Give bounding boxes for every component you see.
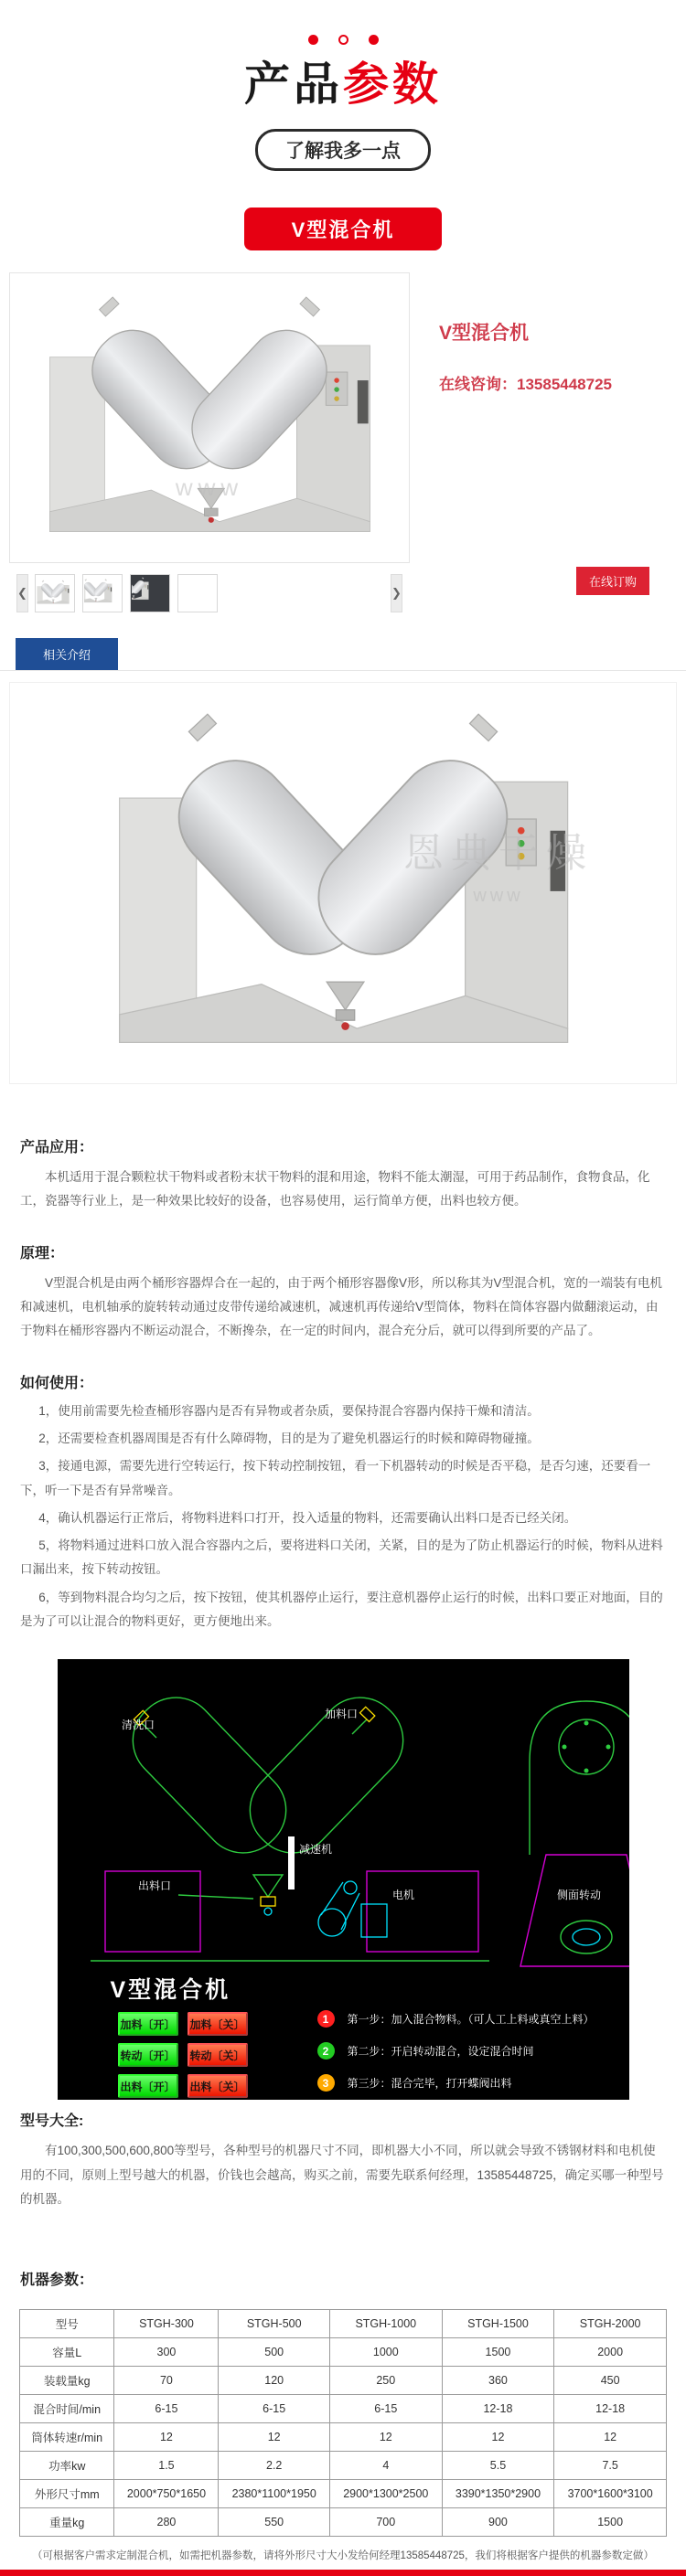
bottom-red-bar [0,2570,686,2576]
label-motor: 电机 [391,1889,414,1902]
watermark-line2: www [473,886,524,906]
usage-step: 3，接通电源，需要先进行空转运行，按下转动控制按钮，看一下机器转动的时候是否平稳，是否匀速，还要看一下，听一下是否有异常噪音。 [20,1459,651,1497]
page-title [0,58,686,111]
product-section [9,272,677,620]
label-feed-port: 加料口 [324,1708,358,1721]
table-header-cell: 型号 [20,2310,114,2338]
table-row [20,2423,667,2452]
table-header-row [20,2310,667,2338]
dot-filled-icon [369,35,379,45]
dot-filled-icon [308,35,318,45]
thumbnail[interactable] [130,574,170,612]
table-cell: 500 [219,2338,330,2367]
table-header-cell: STGH-2000 [554,2310,667,2338]
table-header-cell: STGH-1500 [442,2310,554,2338]
table-cell: 12 [114,2423,219,2452]
diagram-step [317,2042,595,2060]
diagram-button[interactable]: 出料〔关〕 [188,2074,248,2098]
table-cell: 7.5 [554,2452,667,2480]
step-text: 第三步：混合完毕，打开蝶阀出料 [347,2077,512,2091]
dot-hollow-icon [338,35,348,45]
table-cell: 70 [114,2367,219,2395]
table-header-cell: STGH-300 [114,2310,219,2338]
table-cell: 550 [219,2508,330,2537]
diagram-control-buttons [118,2012,248,2098]
tab-bar [0,638,686,671]
product-name: V型混合机 [439,323,530,344]
table-cell: 外形尺寸mm [20,2480,114,2508]
table-cell: 3390*1350*2900 [442,2480,554,2508]
table-cell: 1.5 [114,2452,219,2480]
usage-step: 2，还需要检查机器周围是否有什么障碍物，目的是为了避免机器运行的时候和障碍物碰撞。 [38,1431,540,1445]
order-online-button[interactable]: 在线订购 [576,567,649,595]
diagram-button[interactable]: 转动〔关〕 [188,2043,248,2067]
table-cell: 功率kw [20,2452,114,2480]
product-main-photo[interactable] [9,272,410,563]
table-cell: 450 [554,2367,667,2395]
table-row [20,2395,667,2423]
watermark-line1: 恩典干燥 [403,831,594,876]
section-title-usage: 如何使用： [20,1375,94,1391]
table-cell: 12-18 [554,2395,667,2423]
category-button[interactable]: V型混合机 [244,208,443,250]
table-cell: 12 [329,2423,442,2452]
step-number-badge: 3 [317,2074,335,2092]
cad-diagram [58,1659,629,2100]
table-cell: 2000 [554,2338,667,2367]
table-cell: 120 [219,2367,330,2395]
usage-steps-list [20,1400,666,1634]
table-cell: 2380*1100*1950 [219,2480,330,2508]
table-cell: 3700*1600*3100 [554,2480,667,2508]
table-header-cell: STGH-500 [219,2310,330,2338]
page-title-black: 产品 [244,59,343,110]
thumbnail[interactable] [82,574,123,612]
table-cell: 360 [442,2367,554,2395]
diagram-title: V型混合机 [110,1977,231,2004]
table-cell: 2000*750*1650 [114,2480,219,2508]
consult-phone: 在线咨询：13585448725 [439,376,613,393]
step-text: 第二步：开启转动混合，设定混合时间 [347,2045,534,2059]
usage-step: 4，确认机器运行正常后，将物料进料口打开，投入适量的物料，还需要确认出料口是否已经关闭。 [38,1510,577,1525]
label-reducer: 减速机 [298,1843,332,1857]
table-cell: 280 [114,2508,219,2537]
diagram-step [317,2074,595,2092]
section-body-principle: V型混合机是由两个桶形容器焊合在一起的，由于两个桶形容器像V形，所以称其为V型混合机，宽的一端装有电机和减速机，电机轴承的旋转转动通过皮带传递给减速机，减速机再传递给V型筒体，物料在筒体容器内做翻滚运动，由于物料在桶形容器内不断运动混合，不断搀杂，在一定的时间内，混合充分后，就可以得到所要的产品了。 [20,1275,663,1338]
table-cell: 2.2 [219,2452,330,2480]
table-cell: 筒体转速r/min [20,2423,114,2452]
table-cell: 混合时间/min [20,2395,114,2423]
table-cell: 5.5 [442,2452,554,2480]
usage-step: 1，使用前需要先检查桶形容器内是否有异物或者杂质，要保持混合容器内保持干燥和清洁。 [38,1403,540,1418]
table-row [20,2452,667,2480]
section-title-application: 产品应用： [20,1140,94,1155]
page-title-red: 参数 [343,59,442,110]
machine-photo-illustration [27,281,392,555]
step-text: 第一步：加入混合物料。（可人工上料或真空上料） [347,2013,595,2027]
usage-step: 6，等到物料混合均匀之后，按下按钮，使其机器停止运行，要注意机器停止运行的时候，出料口要正对地面，目的是为了可以让混合的物料更好，更方便地出来。 [20,1590,663,1629]
table-cell: 12 [554,2423,667,2452]
table-row [20,2508,667,2537]
label-side-rotation: 侧面转动 [556,1889,601,1902]
step-number-badge: 1 [317,2010,335,2028]
table-cell: 12 [442,2423,554,2452]
section-title-models: 型号大全: [20,2113,84,2130]
table-cell: 6-15 [329,2395,442,2423]
diagram-step [317,2010,595,2028]
carousel-prev-icon[interactable]: ❮ [16,574,28,612]
table-row [20,2367,667,2395]
label-outlet-port: 出料口 [137,1879,171,1893]
table-header-cell: STGH-1000 [329,2310,442,2338]
carousel-next-icon[interactable]: ❯ [391,574,402,612]
table-cell: 900 [442,2508,554,2537]
product-large-photo [9,682,677,1084]
usage-step: 5，将物料通过进料口放入混合容器内之后，要将进料口关闭，关紧，目的是为了防止机器运行的时候，物料从进料口漏出来，按下转动按钮。 [20,1538,663,1577]
table-cell: 1500 [554,2508,667,2537]
tab-related-intro[interactable]: 相关介绍 [16,638,118,670]
table-cell: 1500 [442,2338,554,2367]
table-cell: 装载量kg [20,2367,114,2395]
diagram-button[interactable]: 出料〔开〕 [118,2074,178,2098]
diagram-steps [317,2010,595,2092]
diagram-button[interactable]: 加料〔关〕 [188,2012,248,2036]
learn-more-pill: 了解我多一点 [255,129,431,171]
step-number-badge: 2 [317,2042,335,2060]
table-cell: 250 [329,2367,442,2395]
machine-photo-illustration [87,691,599,1075]
footer-note: （可根据客户需求定制混合机，如需把机器参数，请将外形尺寸大小发给何经理13585448725，我们将根据客户提供的机器参数定做） [32,2550,654,2562]
table-cell: 12-18 [442,2395,554,2423]
thumbnail[interactable] [35,574,75,612]
section-body-application: 本机适用于混合颗粒状干物料或者粉末状干物料的混和用途，物料不能太潮湿，可用于药品制作，食物食品，化工，瓷器等行业上，是一种效果比较好的设备，也容易使用，运行简单方便，出料也较方便。 [20,1170,650,1208]
table-cell: 6-15 [114,2395,219,2423]
table-cell: 1000 [329,2338,442,2367]
table-row [20,2480,667,2508]
section-body-models: 有100,300,500,600,800等型号，各种型号的机器尺寸不同，即机器大小不同，所以就会导致不锈钢材料和电机使用的不同，原则上型号越大的机器，价钱也会越高，购买之前，需要先联系何经理，13585448725，确定买哪一种型号的机器。 [20,2144,664,2206]
table-cell: 重量kg [20,2508,114,2537]
table-cell: 700 [329,2508,442,2537]
section-title-params: 机器参数： [20,2273,94,2289]
table-cell: 4 [329,2452,442,2480]
label-wash-port: 清洗口 [121,1719,155,1732]
table-cell: 容量L [20,2338,114,2367]
diagram-button[interactable]: 转动〔开〕 [118,2043,178,2067]
table-cell: 6-15 [219,2395,330,2423]
table-cell: 2900*1300*2500 [329,2480,442,2508]
thumbnail-carousel [9,574,410,612]
section-title-principle: 原理： [20,1245,65,1261]
decorative-dots [0,0,686,45]
table-cell: 300 [114,2338,219,2367]
table-cell: 12 [219,2423,330,2452]
photo-watermark: www [175,474,244,501]
machine-params-table [19,2309,667,2537]
thumbnail[interactable] [177,574,218,612]
diagram-button[interactable]: 加料〔开〕 [118,2012,178,2036]
table-row [20,2338,667,2367]
